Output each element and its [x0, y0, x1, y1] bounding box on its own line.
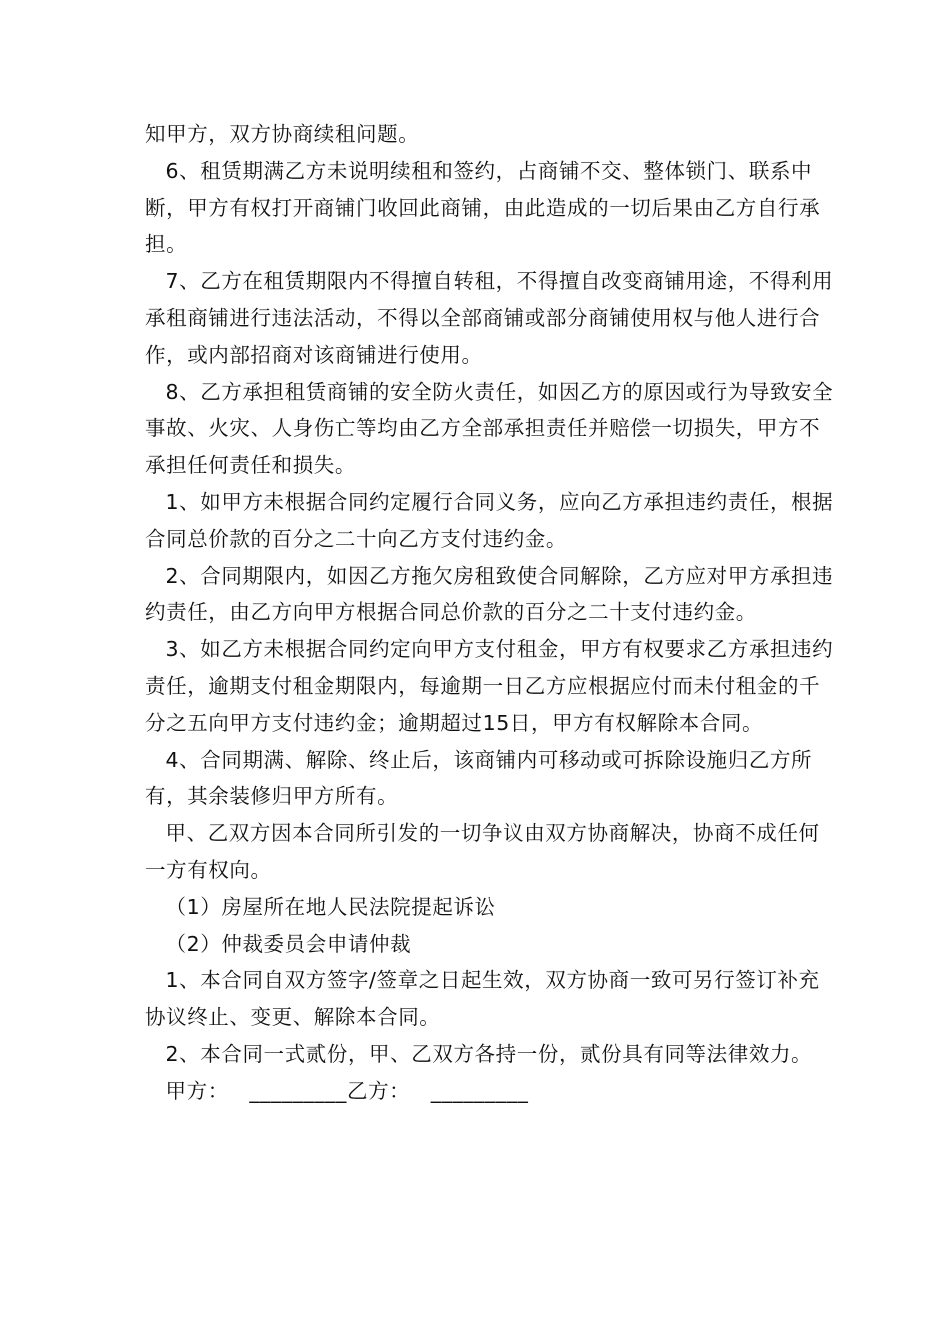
party-b-blank: _________ — [430, 1078, 529, 1103]
paragraph-continuation: 知甲方，双方协商续租问题。 — [145, 122, 420, 146]
clause-7: 7、乙方在租赁期限内不得擅自转租，不得擅自改变商铺用途，不得利用承租商铺进行违法活动，不得以全部商铺或部分商铺使用权与他人进行合作，或内部招商对该商铺进行使用。 — [145, 269, 834, 367]
party-a-blank: _________ — [249, 1078, 347, 1103]
dispute-clause: 甲、乙双方因本合同所引发的一切争议由双方协商解决，协商不成任何一方有权向。 — [145, 821, 820, 882]
party-b-label: 乙方： — [346, 1078, 411, 1103]
effect-clause-1: 1、本合同自双方签字/签章之日起生效，双方协商一致可另行签订补充协议终止、变更、解除本合同。 — [145, 968, 820, 1030]
effect-clause-2: 2、本合同一式贰份，甲、乙双方各持一份，贰份具有同等法律效力。 — [165, 1041, 813, 1066]
dispute-option-2: （2）仲裁委员会申请仲裁 — [165, 931, 412, 956]
clause-6: 6、租赁期满乙方未说明续租和签约，占商铺不交、整体锁门、联系中断，甲方有权打开商铺门收回此商铺，由此造成的一切后果由乙方自行承担。 — [145, 158, 821, 257]
breach-clause-3: 3、如乙方未根据合同约定向甲方支付租金，甲方有权要求乙方承担违约责任，逾期支付租金期限内，每逾期一日乙方应根据应付而未付租金的千分之五向甲方支付违约金；逾期超过15日，甲方有权解除本合同。 — [145, 637, 834, 735]
signature-line — [145, 1073, 835, 1110]
breach-clause-2: 2、合同期限内，如因乙方拖欠房租致使合同解除，乙方应对甲方承担违约责任，由乙方向甲方根据合同总价款的百分之二十支付违约金。 — [145, 563, 834, 625]
breach-clause-1: 1、如甲方未根据合同约定履行合同义务，应向乙方承担违约责任，根据合同总价款的百分之二十向乙方支付违约金。 — [145, 489, 834, 551]
party-a-label: 甲方： — [165, 1078, 229, 1103]
breach-clause-4: 4、合同期满、解除、终止后，该商铺内可移动或可拆除设施归乙方所有，其余装修归甲方所有。 — [145, 747, 813, 809]
document-page — [145, 116, 835, 1110]
clause-8: 8、乙方承担租赁商铺的安全防火责任，如因乙方的原因或行为导致安全事故、火灾、人身伤亡等均由乙方全部承担责任并赔偿一切损失，甲方不承担任何责任和损失。 — [145, 379, 834, 478]
dispute-option-1: （1）房屋所在地人民法院提起诉讼 — [165, 894, 496, 919]
